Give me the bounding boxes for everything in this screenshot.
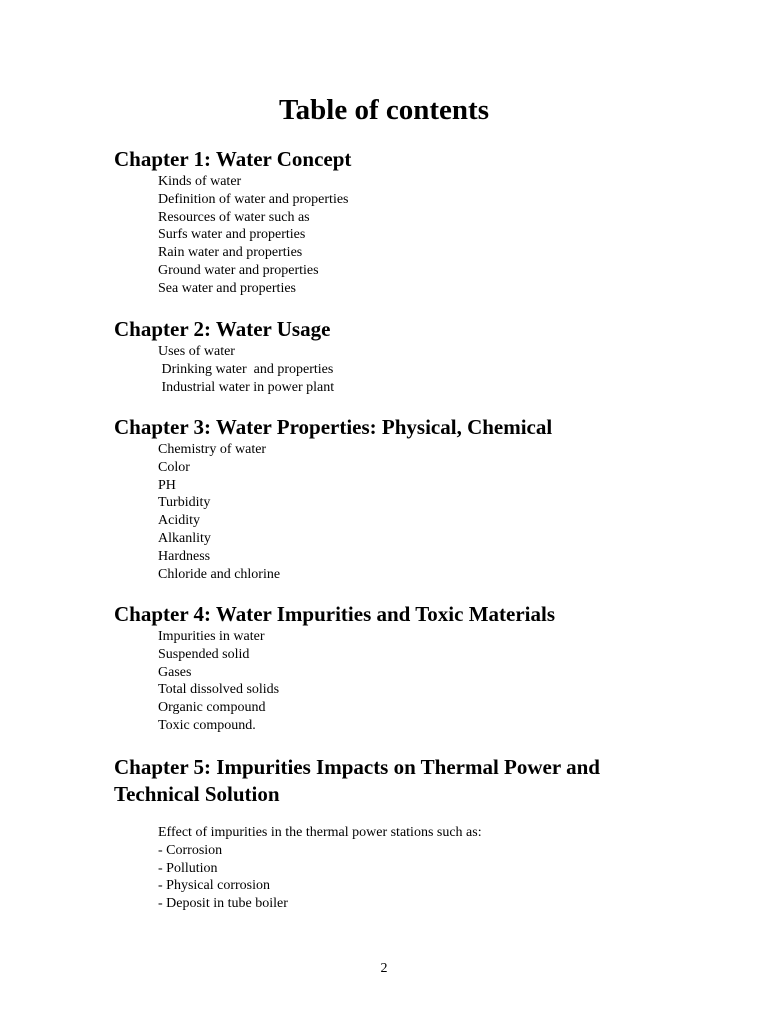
chapter-5-section <box>114 754 714 913</box>
chapter-5-heading-line-2: Technical Solution <box>114 782 280 806</box>
chapter-3-section <box>114 414 714 583</box>
chapter-2-item: Industrial water in power plant <box>158 379 335 395</box>
chapter-3-items <box>114 441 714 583</box>
chapter-3-item: PH <box>158 477 176 493</box>
chapter-4-item: Suspended solid <box>158 646 250 662</box>
chapter-2-items <box>114 343 714 396</box>
chapter-1-item: Kinds of water <box>158 174 242 189</box>
chapter-5-items <box>114 842 714 913</box>
chapter-4-item: Toxic compound. <box>158 717 256 733</box>
chapter-4-items <box>114 628 714 735</box>
chapter-5-heading <box>114 754 714 808</box>
chapter-3-heading: Chapter 3: Water Properties: Physical, Chemical <box>114 415 553 439</box>
page-number: 2 <box>380 961 388 976</box>
chapter-1-item: Surfs water and properties <box>158 227 306 243</box>
chapter-1-item: Definition of water and properties <box>158 191 349 207</box>
chapter-3-item: Chemistry of water <box>158 442 267 457</box>
chapter-5-intro: Effect of impurities in the thermal power stations such as: <box>158 825 482 840</box>
chapter-1-heading: Chapter 1: Water Concept <box>114 147 352 171</box>
chapter-4-item: Total dissolved solids <box>158 682 280 698</box>
chapter-2-heading: Chapter 2: Water Usage <box>114 317 331 341</box>
chapter-1-section <box>114 146 714 298</box>
chapter-5-item: - Corrosion <box>158 842 223 858</box>
chapter-1-items <box>114 173 714 298</box>
chapter-3-item: Color <box>158 459 190 475</box>
chapter-4-section <box>114 601 714 735</box>
chapter-1-item: Sea water and properties <box>158 280 296 296</box>
chapter-2-item: Uses of water <box>158 344 235 359</box>
chapter-5-item: - Physical corrosion <box>158 878 270 894</box>
chapter-4-item: Impurities in water <box>158 629 265 644</box>
chapter-5-item: - Pollution <box>158 860 218 876</box>
chapter-4-heading: Chapter 4: Water Impurities and Toxic Materials <box>114 602 555 626</box>
chapter-1-item: Rain water and properties <box>158 245 303 261</box>
chapter-3-item: Turbidity <box>158 495 211 511</box>
page-title: Table of contents <box>279 94 489 126</box>
chapter-5-heading-line-1: Chapter 5: Impurities Impacts on Thermal Power and <box>114 755 600 779</box>
chapter-4-item: Gases <box>158 664 192 680</box>
chapter-3-item: Chloride and chlorine <box>158 566 281 582</box>
chapter-2-item: Drinking water and properties <box>158 361 334 377</box>
chapter-1-item: Ground water and properties <box>158 262 319 278</box>
chapter-4-item: Organic compound <box>158 700 266 716</box>
chapter-5-item: - Deposit in tube boiler <box>158 896 288 912</box>
chapter-2-section <box>114 316 714 396</box>
chapter-3-item: Hardness <box>158 548 211 564</box>
chapter-1-item: Resources of water such as <box>158 209 310 225</box>
chapter-3-item: Acidity <box>158 513 200 529</box>
chapter-3-item: Alkanlity <box>158 530 211 546</box>
